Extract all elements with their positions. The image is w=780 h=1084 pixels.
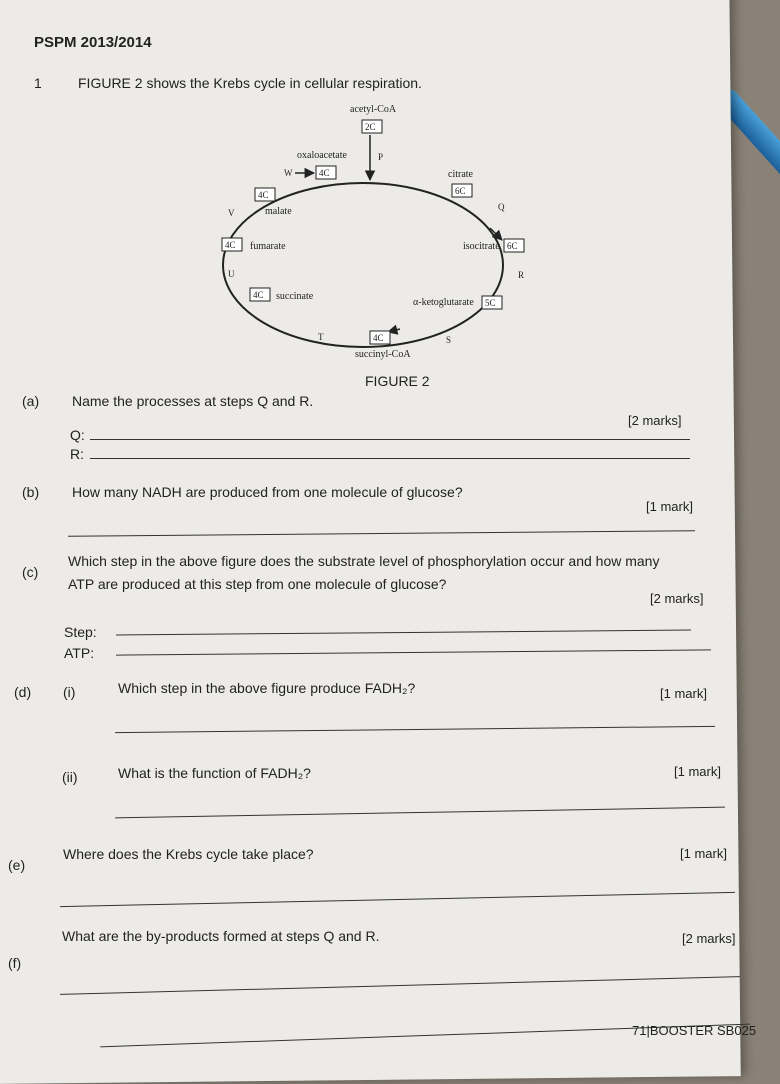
part-c-text-line1: Which step in the above figure does the substrate level of phosphorylation occur and how many (68, 553, 660, 569)
part-d-i-text: Which step in the above figure produce FADH₂? (118, 680, 416, 696)
step-w-label: W (284, 168, 293, 178)
succinate-label: succinate (276, 291, 314, 302)
part-f-text: What are the by-products formed at steps Q and R. (62, 928, 380, 944)
step-u-label: U (228, 269, 235, 279)
part-a-r-answer-line[interactable] (90, 458, 690, 459)
part-d-i-label: (i) (63, 684, 76, 700)
step-r-label: R (518, 270, 525, 280)
acetyl-coa-label: acetyl-CoA (350, 104, 397, 115)
part-d-ii-label: (ii) (62, 769, 78, 785)
fumarate-carbons: 4C (225, 240, 236, 250)
part-c-step-label: Step: (64, 624, 97, 640)
part-f-marks: [2 marks] (682, 931, 736, 946)
ketoglutarate-label: α-ketoglutarate (413, 297, 474, 308)
part-d-i-marks: [1 mark] (660, 686, 707, 701)
part-e-label: (e) (8, 857, 26, 873)
step-s-label: S (446, 335, 452, 345)
part-d-ii-marks: [1 mark] (674, 764, 721, 779)
step-q-label: Q (498, 202, 505, 212)
part-a-label: (a) (22, 393, 40, 409)
oxaloacetate-carbons: 4C (319, 168, 330, 178)
question-number: 1 (34, 75, 42, 91)
part-c-marks: [2 marks] (650, 591, 704, 606)
part-a-q-label: Q: (70, 427, 85, 443)
citrate-label: citrate (448, 169, 473, 180)
isocitrate-label: isocitrate (463, 241, 500, 252)
page-footer: 71|BOOSTER SB025 (632, 1023, 757, 1038)
part-b-marks: [1 mark] (646, 499, 693, 514)
succinyl-coa-label: succinyl-CoA (355, 349, 411, 360)
question-intro: FIGURE 2 shows the Krebs cycle in cellular respiration. (78, 75, 422, 91)
part-d-label: (d) (14, 684, 32, 700)
part-f-label: (f) (8, 955, 22, 971)
part-a-q-answer-line[interactable] (90, 439, 690, 440)
part-a-r-label: R: (70, 446, 84, 462)
part-a-marks: [2 marks] (628, 413, 682, 428)
isocitrate-carbons: 6C (507, 241, 518, 251)
part-a-text: Name the processes at steps Q and R. (72, 393, 314, 409)
malate-label: malate (265, 206, 292, 217)
citrate-carbons: 6C (455, 186, 466, 196)
part-c-atp-label: ATP: (64, 645, 95, 661)
fumarate-label: fumarate (250, 241, 286, 252)
ketoglutarate-carbons: 5C (485, 298, 496, 308)
succinate-carbons: 4C (253, 290, 264, 300)
succinyl-coa-carbons: 4C (373, 333, 384, 343)
step-p-label: P (378, 152, 384, 162)
step-v-label: V (228, 208, 235, 218)
page-header: PSPM 2013/2014 (34, 34, 152, 51)
part-b-label: (b) (22, 484, 40, 500)
part-c-text-line2: ATP are produced at this step from one molecule of glucose? (68, 576, 447, 592)
malate-carbons: 4C (258, 190, 269, 200)
part-d-ii-text: What is the function of FADH₂? (118, 765, 311, 781)
krebs-cycle-diagram (200, 100, 530, 370)
part-c-label: (c) (22, 564, 39, 580)
acetyl-coa-carbons: 2C (365, 122, 376, 132)
part-b-text: How many NADH are produced from one molecule of glucose? (72, 484, 463, 500)
oxaloacetate-label: oxaloacetate (297, 150, 347, 161)
part-e-marks: [1 mark] (680, 846, 727, 861)
step-t-label: T (318, 332, 324, 342)
figure-caption: FIGURE 2 (365, 373, 430, 389)
part-e-text: Where does the Krebs cycle take place? (63, 846, 314, 862)
